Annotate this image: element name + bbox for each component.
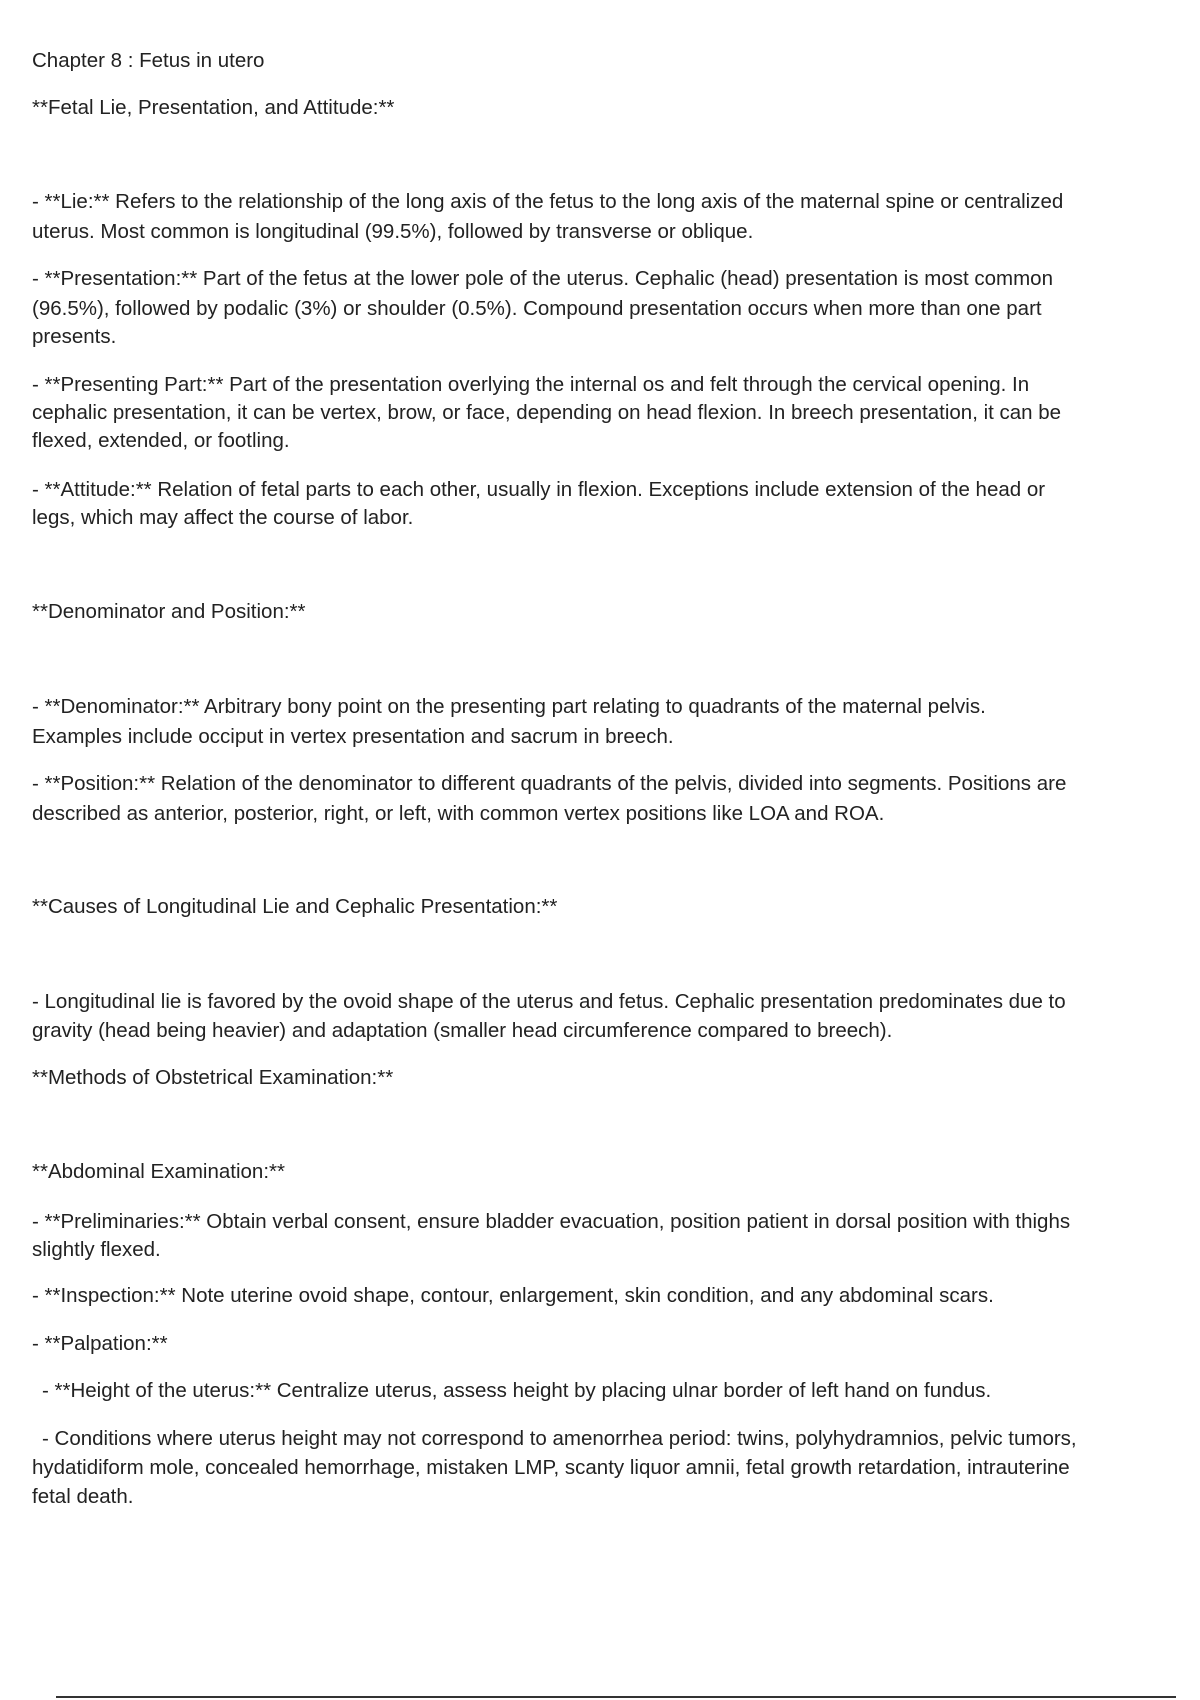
- paragraph-conditions-line3: fetal death.: [32, 1485, 134, 1508]
- chapter-title: Chapter 8 : Fetus in utero: [32, 49, 265, 72]
- paragraph-height: - **Height of the uterus:** Centralize uterus, assess height by placing ulnar border of left hand on fundus.: [42, 1379, 992, 1402]
- heading-methods: **Methods of Obstetrical Examination:**: [32, 1066, 394, 1089]
- paragraph-lie-line1: - **Lie:** Refers to the relationship of the long axis of the fetus to the long axis of the maternal spine or centralized: [32, 190, 1064, 213]
- paragraph-preliminaries-line2: slightly flexed.: [32, 1238, 161, 1261]
- paragraph-conditions-line1: - Conditions where uterus height may not correspond to amenorrhea period: twins, polyhydramnios, pelvic tumors,: [42, 1427, 1077, 1450]
- paragraph-attitude-line1: - **Attitude:** Relation of fetal parts to each other, usually in flexion. Exceptions include extension of the head or: [32, 478, 1046, 501]
- paragraph-causes-line1: - Longitudinal lie is favored by the ovoid shape of the uterus and fetus. Cephalic presentation predominates due to: [32, 990, 1066, 1013]
- paragraph-presentation-line2: (96.5%), followed by podalic (3%) or shoulder (0.5%). Compound presentation occurs when more than one part: [32, 297, 1042, 320]
- paragraph-presentation-line3: presents.: [32, 325, 117, 348]
- paragraph-position-line1: - **Position:** Relation of the denominator to different quadrants of the pelvis, divided into segments. Positions are: [32, 772, 1067, 795]
- paragraph-preliminaries-line1: - **Preliminaries:** Obtain verbal consent, ensure bladder evacuation, position patient in dorsal position with thighs: [32, 1210, 1071, 1233]
- heading-lie-presentation: **Fetal Lie, Presentation, and Attitude:**: [32, 96, 395, 119]
- paragraph-inspection: - **Inspection:** Note uterine ovoid shape, contour, enlargement, skin condition, and any abdominal scars.: [32, 1284, 994, 1307]
- bottom-divider: [56, 1696, 1176, 1698]
- paragraph-causes-line2: gravity (head being heavier) and adaptation (smaller head circumference compared to breech).: [32, 1019, 893, 1042]
- paragraph-denominator-line2: Examples include occiput in vertex presentation and sacrum in breech.: [32, 725, 674, 748]
- paragraph-presenting-part-line3: flexed, extended, or footling.: [32, 429, 290, 452]
- paragraph-conditions-line2: hydatidiform mole, concealed hemorrhage, mistaken LMP, scanty liquor amnii, fetal growth retardation, intrauterine: [32, 1456, 1070, 1479]
- heading-denominator: **Denominator and Position:**: [32, 600, 306, 623]
- heading-abdominal: **Abdominal Examination:**: [32, 1160, 285, 1183]
- paragraph-position-line2: described as anterior, posterior, right, or left, with common vertex positions like LOA and ROA.: [32, 802, 885, 825]
- paragraph-presentation-line1: - **Presentation:** Part of the fetus at the lower pole of the uterus. Cephalic (head) presentation is most common: [32, 267, 1053, 290]
- heading-causes: **Causes of Longitudinal Lie and Cephalic Presentation:**: [32, 895, 558, 918]
- paragraph-presenting-part-line1: - **Presenting Part:** Part of the presentation overlying the internal os and felt through the cervical opening. In: [32, 373, 1030, 396]
- paragraph-presenting-part-line2: cephalic presentation, it can be vertex, brow, or face, depending on head flexion. In breech presentation, it can be: [32, 401, 1062, 424]
- paragraph-denominator-line1: - **Denominator:** Arbitrary bony point on the presenting part relating to quadrants of the maternal pelvis.: [32, 695, 986, 718]
- paragraph-palpation: - **Palpation:**: [32, 1332, 168, 1355]
- paragraph-attitude-line2: legs, which may affect the course of labor.: [32, 506, 414, 529]
- paragraph-lie-line2: uterus. Most common is longitudinal (99.5%), followed by transverse or oblique.: [32, 220, 754, 243]
